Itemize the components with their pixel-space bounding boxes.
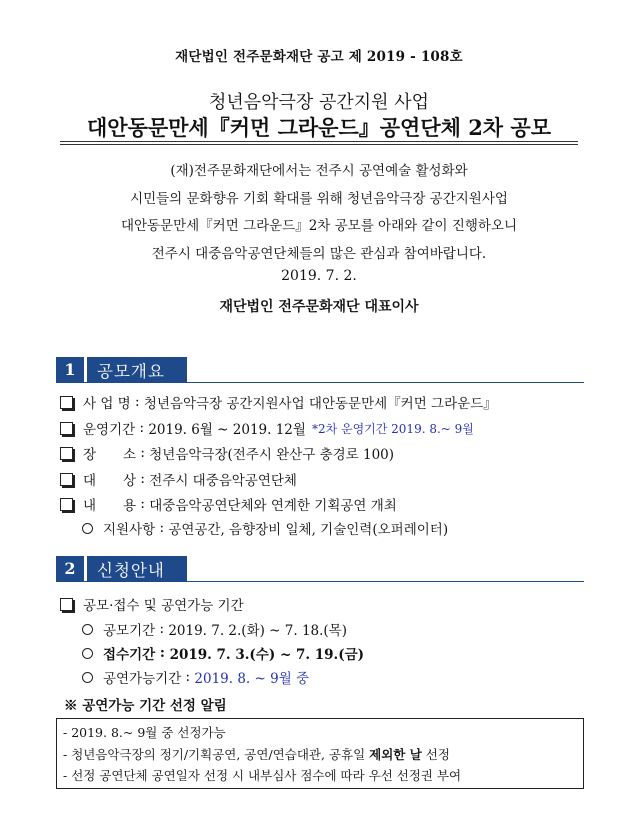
overview-item-content xyxy=(60,494,397,514)
item-separator: : xyxy=(155,645,170,661)
item-label: 사 업 명 xyxy=(83,396,131,412)
section-2-header xyxy=(56,556,187,581)
checkbox-bullet-icon xyxy=(60,473,73,486)
item-value: 2019. 7. 2.(화) ~ 7. 18.(목) xyxy=(168,623,347,639)
item-label: 장 소 xyxy=(83,447,137,463)
item-value: 2019. 6월 ~ 2019. 12월 xyxy=(148,422,306,438)
intro-line: 시민들의 문화향유 기회 확대를 위해 청년음악극장 공간지원사업 xyxy=(130,190,508,207)
item-label: 접수기간 xyxy=(103,647,156,663)
notice-emphasis: 제외한 날 xyxy=(369,746,422,762)
item-label: 내 용 xyxy=(83,498,137,514)
title-underline-top xyxy=(60,141,578,142)
application-receipt-period xyxy=(82,643,364,663)
notice-text: - 청년음악극장의 정기/기획공연, 공연/연습대관, 공휴일 xyxy=(63,746,370,762)
selection-alert: ※ 공연가능 기간 선정 알림 xyxy=(64,698,227,714)
item-label: 공연가능기간 xyxy=(103,671,182,687)
selection-notice-box xyxy=(56,718,584,789)
notice-number: 재단법인 전주문화재단 공고 제 2019 - 108호 xyxy=(175,49,463,65)
section-1-number: 1 xyxy=(56,357,84,382)
item-separator: : xyxy=(136,496,150,512)
intro-line: 전주시 대중음악공연단체들의 많은 관심과 참여바랍니다. xyxy=(151,245,487,262)
item-separator: : xyxy=(155,520,169,536)
application-performance-period xyxy=(82,667,309,687)
item-separator: : xyxy=(136,471,150,487)
signer: 재단법인 전주문화재단 대표이사 xyxy=(219,299,419,315)
overview-item-project xyxy=(60,392,497,412)
overview-item-period xyxy=(60,418,474,438)
checkbox-bullet-icon xyxy=(60,498,73,511)
item-separator: : xyxy=(135,420,149,436)
item-label: 지원사항 xyxy=(103,522,156,538)
circle-bullet-icon xyxy=(82,648,93,659)
circle-bullet-icon xyxy=(82,624,93,635)
section-2-rule xyxy=(56,581,584,582)
section-2-title: 신청안내 xyxy=(87,556,187,581)
notice-line xyxy=(63,744,577,766)
item-label: 운영기간 xyxy=(83,422,136,438)
section-1-header xyxy=(56,357,187,382)
overview-item-venue xyxy=(60,443,394,463)
intro-line: (재)전주문화재단에서는 전주시 공연예술 활성화와 xyxy=(170,163,468,179)
notice-line: - 선정 공연단체 공연일자 선정 시 내부심사 점수에 따라 우선 선정권 부여 xyxy=(63,768,462,783)
overview-support xyxy=(82,518,448,538)
circle-bullet-icon xyxy=(82,672,93,683)
item-label: 공모기간 xyxy=(103,623,156,639)
announcement-date: 2019. 7. 2. xyxy=(281,268,357,284)
checkbox-bullet-icon xyxy=(60,447,73,460)
item-separator: : xyxy=(181,669,195,685)
checkbox-bullet-icon xyxy=(60,422,73,435)
section-1-rule xyxy=(56,382,584,383)
intro-paragraph xyxy=(0,158,638,268)
item-value: 청년음악극장 공간지원사업 대안동문만세『커먼 그라운드』 xyxy=(143,396,497,412)
item-value: 공연공간, 음향장비 일체, 기술인력(오퍼레이터) xyxy=(168,522,449,538)
application-recruit-period xyxy=(82,619,347,639)
application-item xyxy=(60,594,244,614)
item-value: 2019. 7. 3.(수) ~ 7. 19.(금) xyxy=(169,647,365,663)
item-label: 대 상 xyxy=(83,473,137,489)
item-value: 전주시 대중음악공연단체 xyxy=(149,473,297,489)
section-2-number: 2 xyxy=(56,556,84,581)
overview-item-target xyxy=(60,469,297,489)
item-separator: : xyxy=(130,394,144,410)
circle-bullet-icon xyxy=(82,523,93,534)
document-title: 대안동문만세『커먼 그라운드』공연단체 2차 공모 xyxy=(87,115,551,140)
item-value: 청년음악극장(전주시 완산구 충경로 100) xyxy=(149,447,395,463)
document-subtitle: 청년음악극장 공간지원 사업 xyxy=(208,92,430,113)
checkbox-bullet-icon xyxy=(60,396,73,409)
item-label: 공모·접수 및 공연가능 기간 xyxy=(83,598,244,614)
intro-line: 대안동문만세『커먼 그라운드』2차 공모를 아래와 같이 진행하오니 xyxy=(120,218,518,234)
item-value: 2019. 8. ~ 9월 중 xyxy=(194,671,310,687)
item-separator: : xyxy=(155,621,169,637)
section-1-title: 공모개요 xyxy=(87,357,187,382)
item-separator: : xyxy=(136,445,150,461)
checkbox-bullet-icon xyxy=(60,598,73,611)
period-note: *2차 운영기간 2019. 8.~ 9월 xyxy=(311,421,474,436)
notice-line: - 2019. 8.~ 9월 중 선정가능 xyxy=(63,725,226,740)
title-underline-bottom xyxy=(60,144,578,145)
item-value: 대중음악공연단체와 연계한 기획공연 개최 xyxy=(149,498,397,514)
notice-text: 선정 xyxy=(421,746,450,762)
